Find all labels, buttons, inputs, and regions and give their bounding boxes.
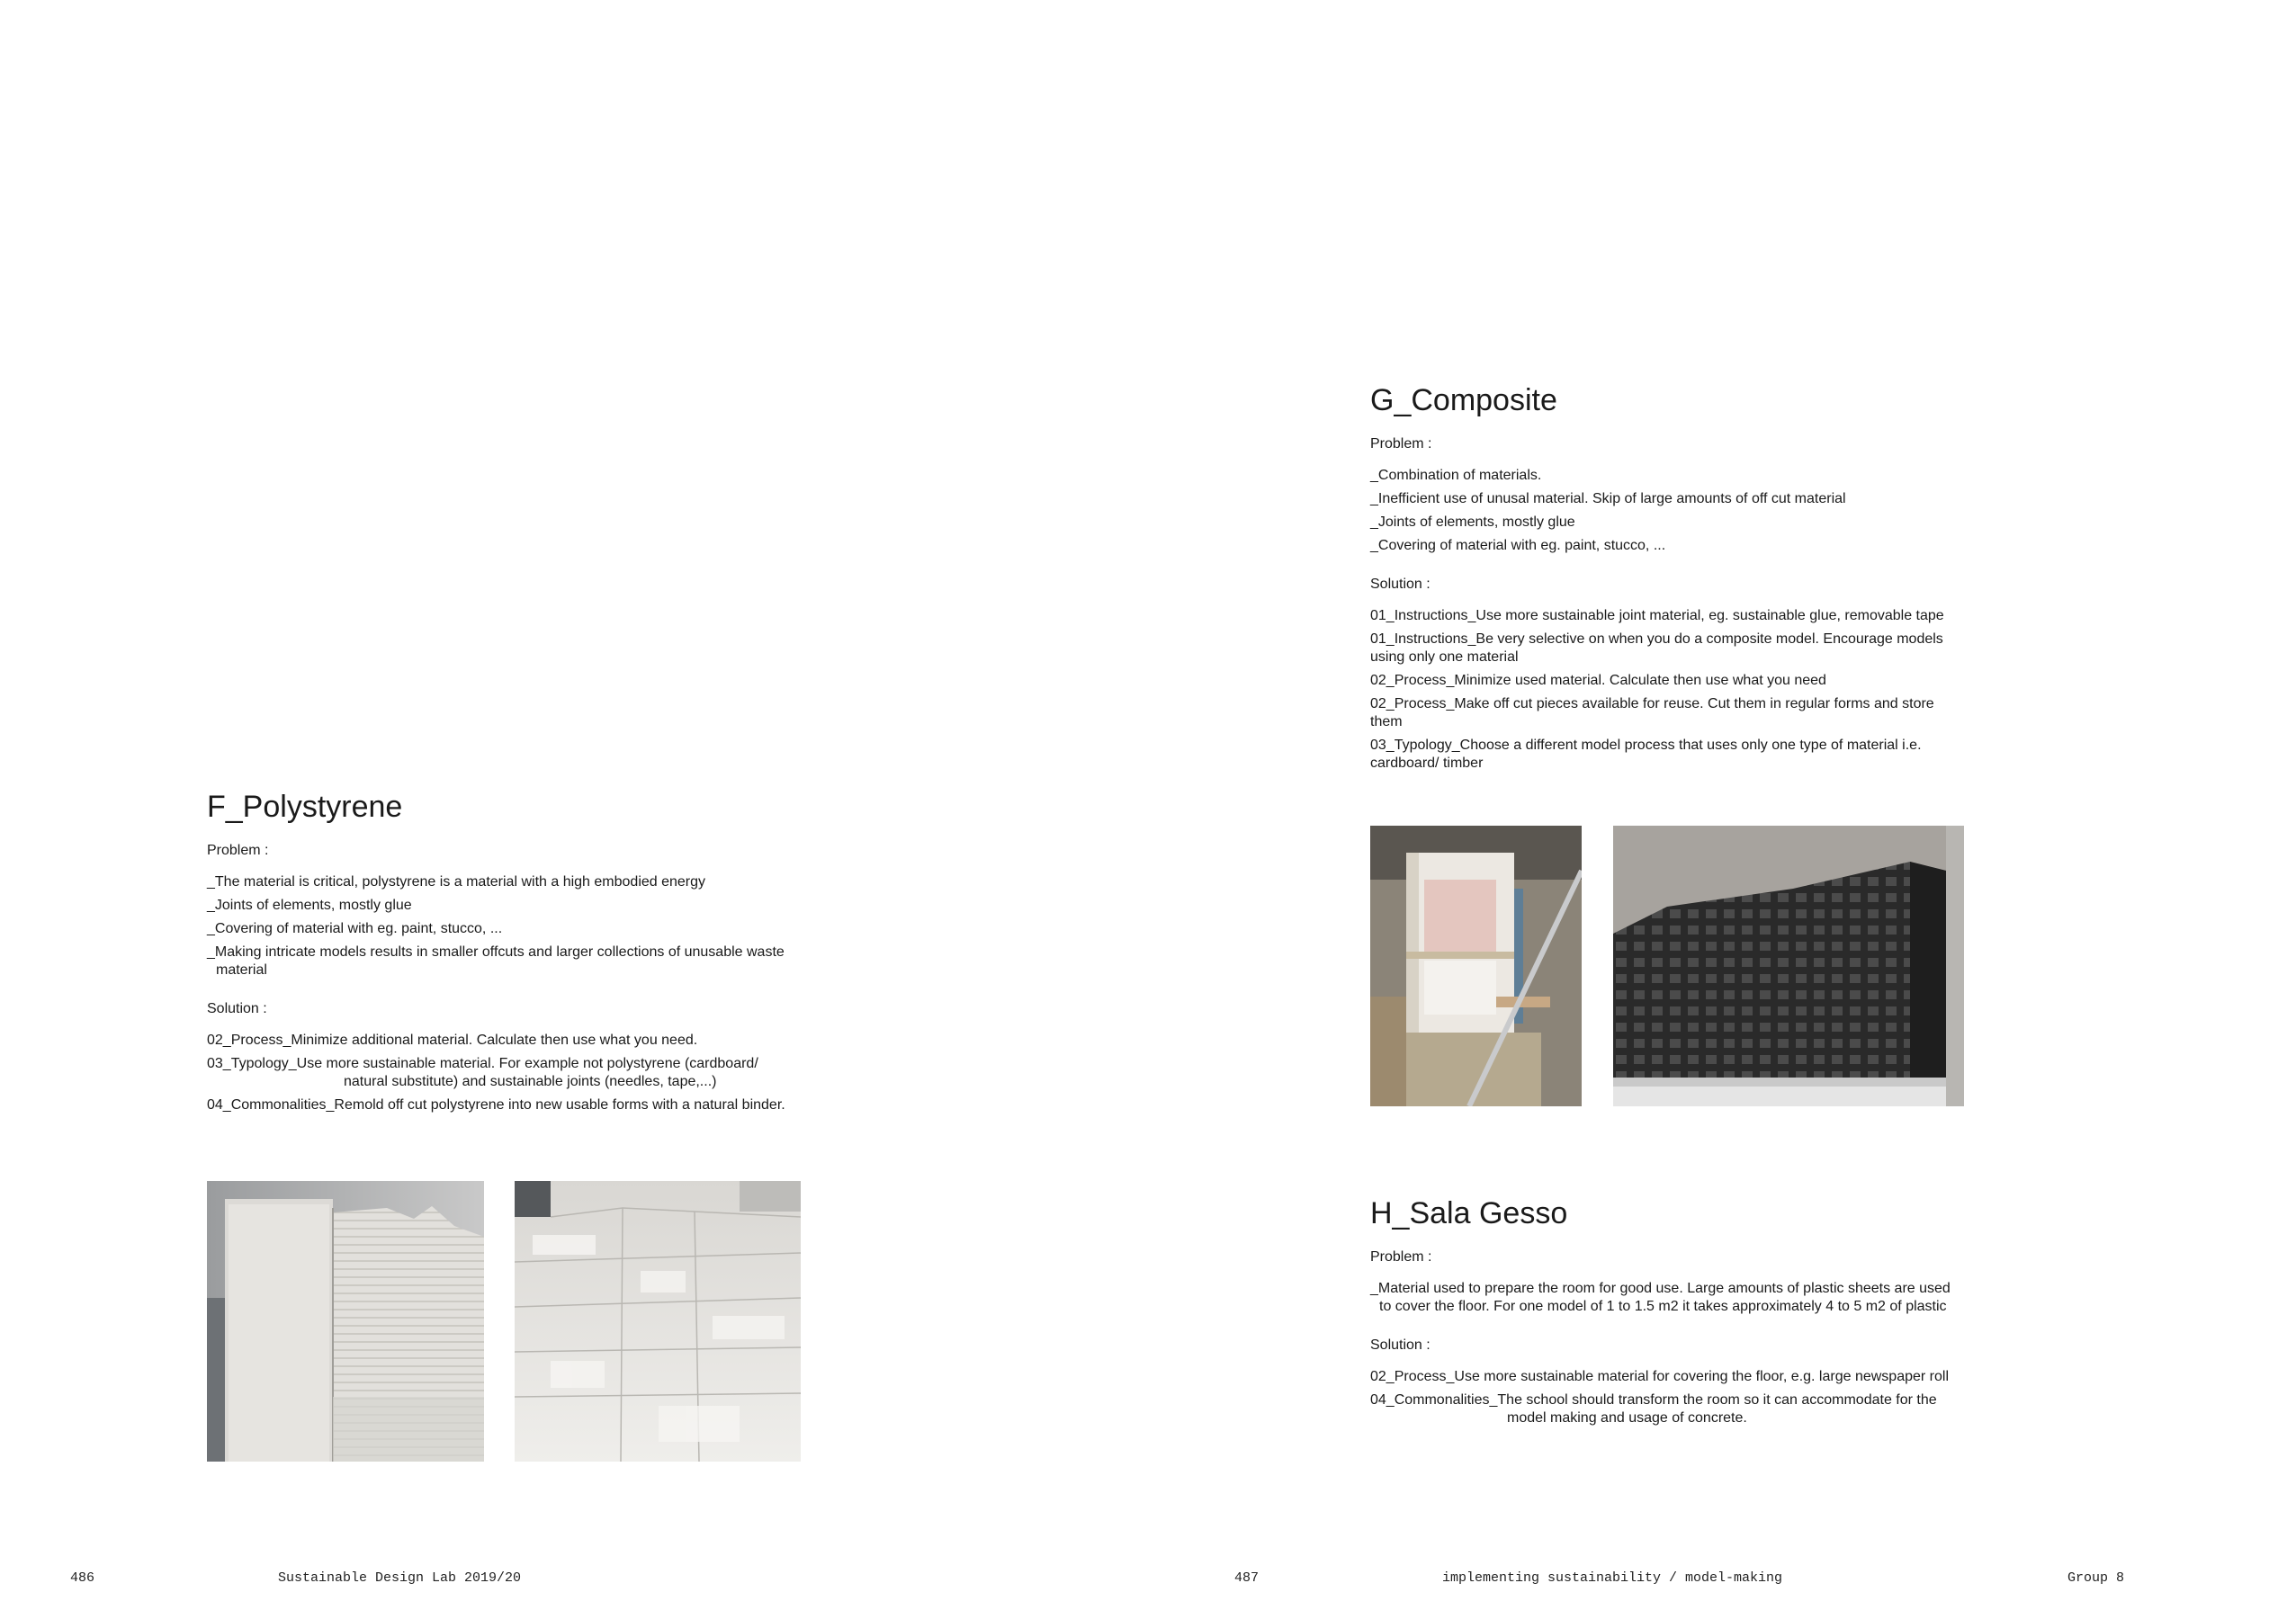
solution-item: 03_Typology_Use more sustainable material. For example not polystyrene (cardboard/ natural substitute) and sustainable joints (needles, tape,...)	[207, 1056, 758, 1089]
section-title: F_Polystyrene	[207, 790, 403, 824]
composite-photo-1	[1370, 826, 1582, 1106]
problem-item: _Making intricate models results in smaller offcuts and larger collections of unusable waste material	[207, 944, 785, 978]
page-number-left: 486	[70, 1570, 95, 1586]
solution-label: Solution :	[1370, 1337, 1431, 1353]
problem-item: _The material is critical, polystyrene is a material with a high embodied energy	[207, 874, 706, 890]
solution-item: 02_Process_Minimize additional material. Calculate then use what you need.	[207, 1033, 698, 1048]
problem-label: Problem :	[207, 843, 269, 858]
solution-item: 04_Commonalities_The school should transform the room so it can accommodate for the model making and usage of concrete.	[1370, 1392, 1937, 1426]
solution-label: Solution :	[207, 1001, 267, 1016]
polystyrene-photo-1	[207, 1181, 484, 1462]
problem-item: _Covering of material with eg. paint, stucco, ...	[207, 921, 503, 936]
solution-item: 02_Process_Make off cut pieces available for reuse. Cut them in regular forms and store them	[1370, 696, 1934, 729]
section-h-sala-gesso	[1370, 1196, 1964, 1433]
section-title: G_Composite	[1370, 383, 1557, 417]
problem-item: _Inefficient use of unusal material. Skip of large amounts of off cut material	[1370, 491, 1846, 506]
group-label: Group 8	[2067, 1570, 2125, 1586]
polystyrene-block-image	[207, 1181, 484, 1462]
problem-label: Problem :	[1370, 1249, 1432, 1265]
solution-item: 02_Process_Minimize used material. Calculate then use what you need	[1370, 673, 1826, 688]
problem-item: _Joints of elements, mostly glue	[207, 898, 412, 913]
polystyrene-landscape-image	[515, 1181, 801, 1462]
section-g-composite	[1370, 383, 1964, 778]
problem-item: _Covering of material with eg. paint, stucco, ...	[1370, 538, 1666, 553]
book-title: Sustainable Design Lab 2019/20	[278, 1570, 522, 1586]
solution-item: 02_Process_Use more sustainable material for covering the floor, e.g. large newspaper roll	[1370, 1369, 1949, 1384]
solution-label: Solution :	[1370, 577, 1431, 592]
composite-section-model-image	[1370, 826, 1582, 1106]
section-f-polystyrene	[207, 790, 801, 1120]
composite-photo-2	[1613, 826, 1964, 1106]
page-number-right: 487	[1234, 1570, 1260, 1586]
chapter-title: implementing sustainability / model-making	[1442, 1570, 1783, 1586]
solution-item: 04_Commonalities_Remold off cut polystyrene into new usable forms with a natural binder.	[207, 1097, 785, 1113]
section-title: H_Sala Gesso	[1370, 1196, 1568, 1230]
problem-item: _Material used to prepare the room for good use. Large amounts of plastic sheets are used to cover the floor. For one model of 1 to 1.5 m2 it takes approximately 4 to 5 m2 of plastic	[1370, 1281, 1951, 1314]
composite-tower-model-image	[1613, 826, 1964, 1106]
solution-item: 01_Instructions_Be very selective on when you do a composite model. Encourage models using only one material	[1370, 631, 1943, 665]
problem-label: Problem :	[1370, 436, 1432, 452]
solution-item: 01_Instructions_Use more sustainable joint material, eg. sustainable glue, removable tape	[1370, 608, 1944, 623]
polystyrene-photo-2	[515, 1181, 801, 1462]
problem-item: _Joints of elements, mostly glue	[1370, 514, 1575, 530]
solution-item: 03_Typology_Choose a different model process that uses only one type of material i.e. cardboard/ timber	[1370, 738, 1922, 771]
problem-item: _Combination of materials.	[1370, 468, 1542, 483]
